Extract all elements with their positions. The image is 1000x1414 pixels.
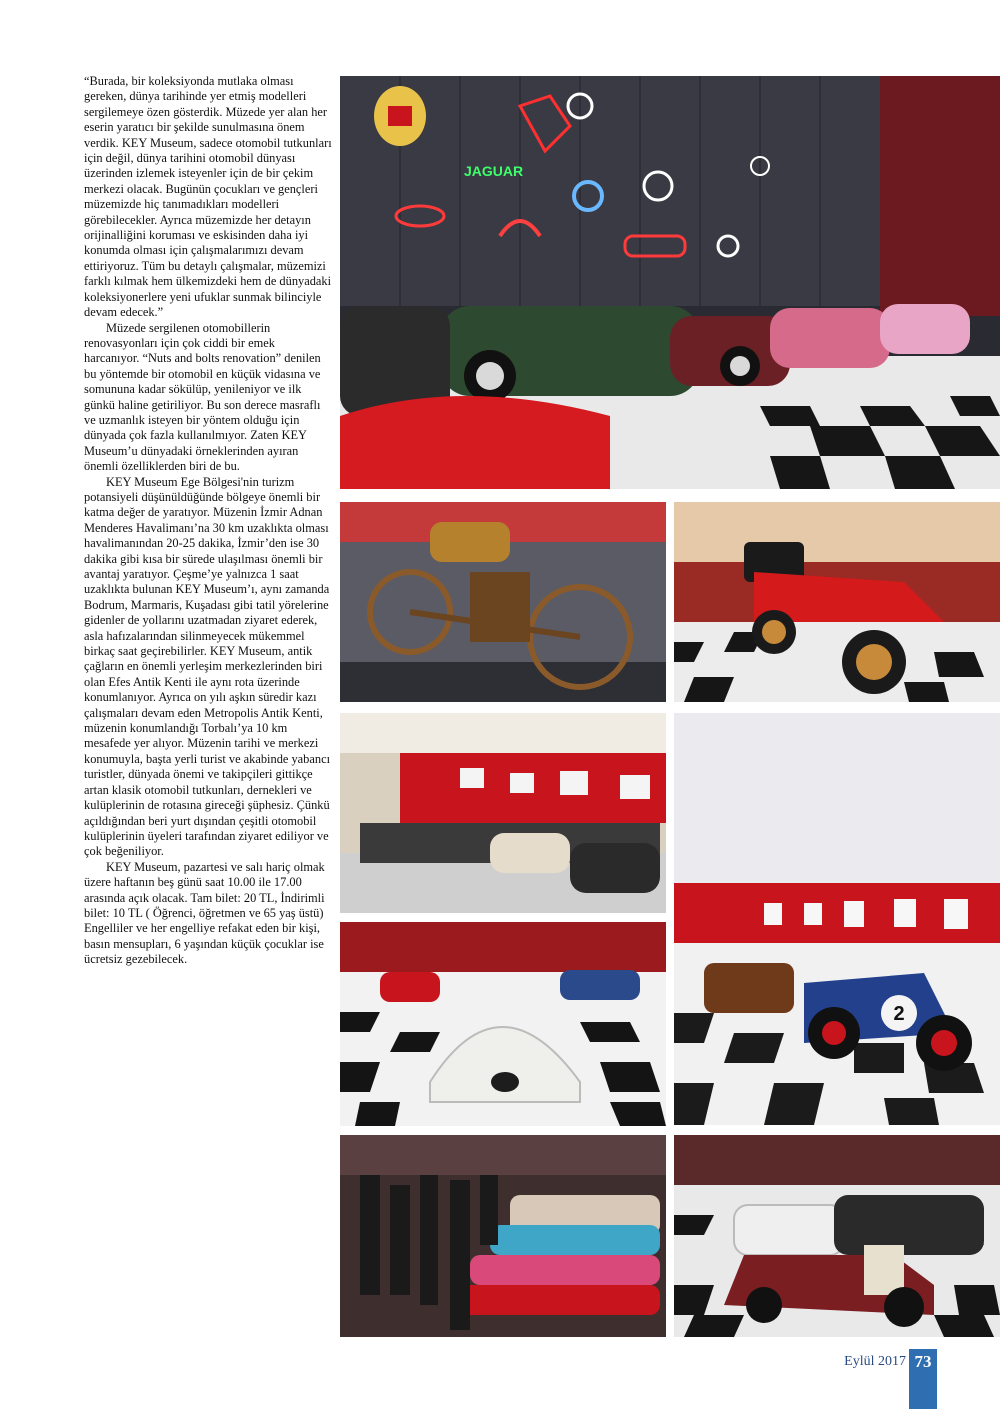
issue-date: Eylül 2017 (844, 1354, 906, 1369)
photo-blue-race-car (674, 713, 1000, 1125)
race-number: 2 (893, 1003, 905, 1025)
photo-museum-visitors (340, 1135, 666, 1337)
jaguar-neon-sign: JAGUAR (464, 163, 524, 179)
photo-red-veteran-car (674, 502, 1000, 702)
article-paragraph: Müzede sergilenen otomobillerin renovasyonları için çok ciddi bir emek harcanıyor. “Nuts and bolts renovation” denilen bu yöntemde bir otomobil en küçük vidasına ve somununa kadar sökülüp, yenileniyor ve ilk günkü haline getiriliyor. Bu son derece masraflı ve uzmanlık isteyen bir yöntem olduğu için dünyada çok fazla kullanılmıyor. Zaten KEY Museum’u dünyadaki örneklerinden ayıran önemli özelliklerden biri de bu. (84, 320, 321, 474)
photo-antique-motorcycle (340, 502, 666, 702)
photo-museum-hall-row (340, 713, 666, 913)
photo-rolls-royce (674, 1135, 1000, 1337)
page-number-tab (909, 1349, 937, 1409)
page-number: 73 (914, 1352, 932, 1371)
photo-white-gullwing (340, 922, 666, 1126)
article-paragraph: “Burada, bir koleksiyonda mutlaka olması gereken, dünya tarihinde yer etmiş modelleri sergilemeye özen gösterdik. Müzede yer alan her eserin yaratıcı bir şekilde sunulmasına önem verdik. KEY Museum, sadece otomobil tutkunları için değil, dünya tarihini otomobil dünyası üzerinden izlemek isteyenler için de bir çekim merkezi olacak. Bugünün çocukları ve gençleri müzemizde hiç tanımadıkları modelleri görebilecekler. Ayrıca müzemizde her detayın orijinalliğini koruması ve eskisinden daha iyi konumda olması için çalışmalarımızı devam ettiriyoruz. Tüm bu detaylı çalışmalar, müzemizi farklı kılmak hem ülkemizdeki hem de dünyadaki koleksiyonerlere yeni ufuklar sunmak bilinciyle devam edecek.” (84, 74, 332, 320)
photo-neon-sign-wall (340, 76, 1000, 489)
article-paragraph: KEY Museum, pazartesi ve salı hariç olmak üzere haftanın beş günü saat 10.00 ile 17.00 arasında açık olacak. Tam bilet: 20 TL, İndirimli bilet: 10 TL ( Öğrenci, öğretmen ve 65 yaş üstü) Engelliler ve her engelliye refakat eden bir kişi, basın mensupları, 6 yaşından küçük çocuklar ise ücretsiz gezebilecek. (84, 859, 325, 967)
article-text-column (84, 74, 332, 968)
article-paragraph: KEY Museum Ege Bölgesi'nin turizm potansiyeli düşünüldüğünde bölgeye önemli bir katma değer de yaratıyor. Müzenin İzmir Adnan Menderes Havalimanı’na 30 km uzaklıkta olması havalimanından 20-25 dakika, İzmir’den ise 30 dakika gibi kısa bir sürede ulaşılması önemli bir avantaj yaratıyor. Çeşme’ye yalnızca 1 saat uzaklıkta bulunan KEY Museum’ı, aynı zamanda Bodrum, Marmaris, Kuşadası gibi tatil yörelerine gidenler de yollarını uzatmadan ziyaret ederek, asla hafızalarından silinmeyecek mükemmel birkaç saat geçirebilirler. KEY Museum, antik çağların en önemli yerleşim merkezlerinden biri olan Efes Antik Kenti ile aynı rota üzerinde konumlanıyor. Ayrıca on yılı aşkın süredir kazı çalışmaları devam eden Metropolis Antik Kenti, müzenin konumlandığı Torbalı’ya 10 km mesafede yer alıyor. Müzenin tarihi ve merkezi konumuyla, başta yerli turist ve akabinde yabancı turistler, dünyada önemi ve takipçileri gittikçe artan klasik otomobil tutkunları, dernekleri ve kulüplerinin de rotasına gireceği şüphesiz. Çünkü açıldığından beri yurt dışından çeşitli otomobil kulüplerinin üyeleri tarafından ziyaret ediliyor ve çok beğeniliyor. (84, 474, 331, 859)
